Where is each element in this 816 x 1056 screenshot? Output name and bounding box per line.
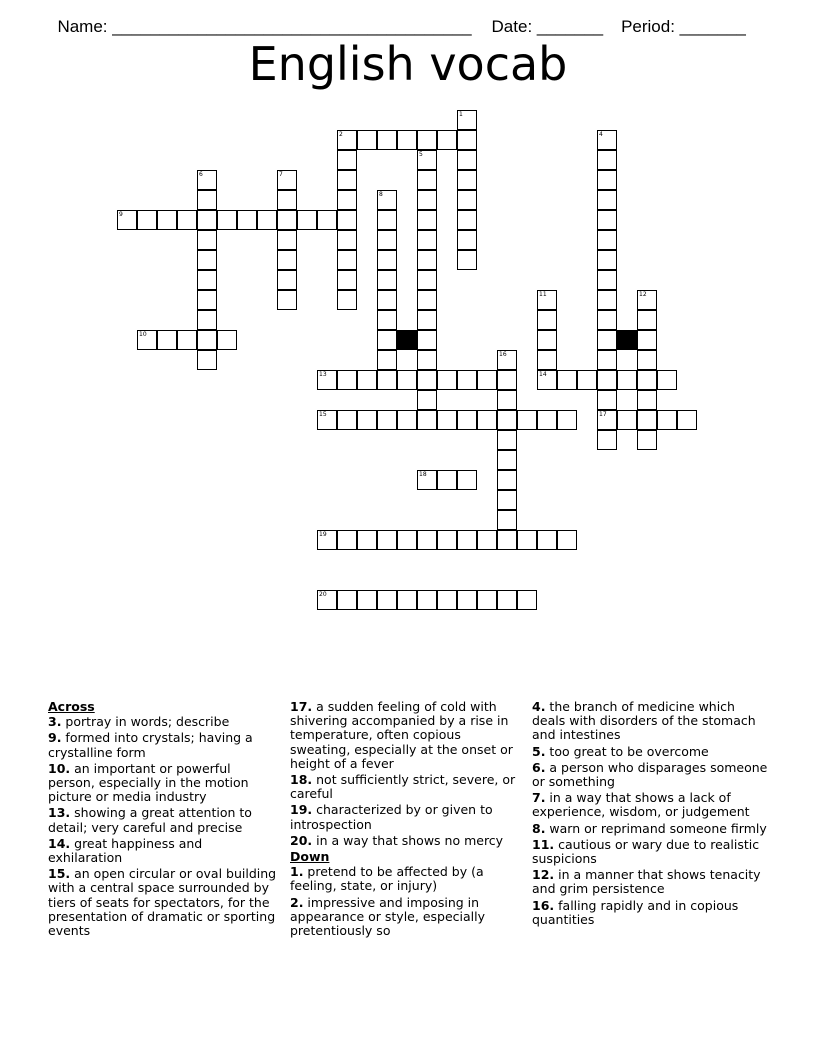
down-heading: Down	[290, 849, 330, 865]
grid-cell[interactable]	[457, 470, 477, 490]
grid-cell[interactable]	[417, 270, 437, 290]
grid-cell[interactable]	[377, 270, 397, 290]
grid-cell[interactable]	[457, 250, 477, 270]
grid-cell[interactable]	[497, 410, 517, 430]
black-square	[397, 330, 417, 350]
grid-cell[interactable]	[537, 330, 557, 350]
grid-cell[interactable]	[437, 590, 457, 610]
grid-cell[interactable]	[537, 350, 557, 370]
grid-cell[interactable]	[457, 590, 477, 610]
grid-cell[interactable]	[457, 230, 477, 250]
grid-cell[interactable]	[537, 530, 557, 550]
clue-number: 6	[199, 171, 203, 178]
grid-cell[interactable]	[497, 390, 517, 410]
clue-number: 19.	[290, 802, 313, 818]
across-clue	[290, 834, 522, 848]
clue-number: 7.	[532, 790, 546, 806]
grid-cell[interactable]	[357, 130, 377, 150]
grid-cell[interactable]	[377, 410, 397, 430]
grid-cell[interactable]	[457, 370, 477, 390]
clue-text: not sufficiently strict, severe, or careful	[290, 772, 516, 802]
down-clue	[532, 868, 772, 896]
grid-cell[interactable]	[357, 370, 377, 390]
grid-cell[interactable]	[337, 290, 357, 310]
clue-number: 16.	[532, 897, 555, 913]
clue-number: 15	[319, 411, 327, 418]
grid-cell[interactable]	[657, 370, 677, 390]
grid-cell[interactable]	[197, 170, 217, 190]
clue-number: 4	[599, 131, 603, 138]
grid-cell[interactable]	[637, 310, 657, 330]
clue-text: pretend to be affected by (a feeling, state, or injury)	[290, 864, 484, 894]
grid-cell[interactable]	[277, 210, 297, 230]
across-clue	[48, 762, 280, 805]
grid-cell[interactable]	[257, 210, 277, 230]
across-heading: Across	[48, 699, 95, 714]
clue-number: 15.	[48, 866, 71, 882]
down-clue	[532, 745, 772, 759]
clue-text: in a manner that shows tenacity and grim persistence	[532, 867, 761, 897]
grid-cell[interactable]	[577, 370, 597, 390]
grid-cell[interactable]	[377, 210, 397, 230]
grid-cell[interactable]	[277, 250, 297, 270]
grid-cell[interactable]	[417, 350, 437, 370]
grid-cell[interactable]	[557, 530, 577, 550]
clue-number: 14.	[48, 835, 71, 851]
clue-text: warn or reprimand someone firmly	[545, 820, 767, 836]
grid-cell[interactable]	[357, 530, 377, 550]
grid-cell[interactable]	[337, 170, 357, 190]
grid-cell[interactable]	[337, 210, 357, 230]
across-clue	[290, 803, 522, 831]
grid-cell[interactable]	[597, 310, 617, 330]
grid-cell[interactable]	[397, 370, 417, 390]
grid-cell[interactable]	[337, 410, 357, 430]
grid-cell[interactable]	[497, 470, 517, 490]
grid-cell[interactable]	[477, 370, 497, 390]
grid-cell[interactable]	[517, 530, 537, 550]
grid-cell[interactable]	[157, 210, 177, 230]
clue-number: 20.	[290, 832, 313, 848]
clue-number: 8.	[532, 820, 546, 836]
grid-cell[interactable]	[417, 470, 437, 490]
grid-cell[interactable]	[637, 370, 657, 390]
grid-cell[interactable]	[497, 370, 517, 390]
clue-number: 18.	[290, 772, 313, 788]
clue-number: 19	[319, 531, 327, 538]
clue-text: in a way that shows a lack of experience, wisdom, or judgement	[532, 790, 750, 820]
grid-cell[interactable]	[437, 410, 457, 430]
name-field-label[interactable]: Name: ______________________________________	[57, 17, 472, 36]
grid-cell[interactable]	[277, 170, 297, 190]
grid-cell[interactable]	[377, 370, 397, 390]
clue-text: great happiness and exhilaration	[48, 835, 203, 866]
grid-cell[interactable]	[137, 210, 157, 230]
grid-cell[interactable]	[117, 210, 137, 230]
clue-number: 8	[379, 191, 383, 198]
grid-cell[interactable]	[277, 190, 297, 210]
clue-number: 9	[119, 211, 123, 218]
clue-number: 17	[599, 411, 607, 418]
grid-cell[interactable]	[457, 410, 477, 430]
grid-cell[interactable]	[537, 370, 557, 390]
grid-cell[interactable]	[277, 290, 297, 310]
grid-cell[interactable]	[197, 190, 217, 210]
clues-column-2	[290, 700, 522, 940]
grid-cell[interactable]	[397, 130, 417, 150]
clue-text: falling rapidly and in copious quantities	[532, 897, 739, 927]
date-field-label[interactable]: Date: _______	[491, 17, 604, 36]
grid-cell[interactable]	[437, 530, 457, 550]
clue-number: 11	[539, 291, 547, 298]
clue-number: 13.	[48, 805, 71, 821]
black-square	[617, 330, 637, 350]
clue-text: an open circular or oval building with a central space surrounded by tiers of seats for spectators, for the presentation of dramatic or sporting events	[48, 866, 277, 939]
grid-cell[interactable]	[157, 330, 177, 350]
grid-cell[interactable]	[597, 330, 617, 350]
grid-cell[interactable]	[497, 510, 517, 530]
grid-cell[interactable]	[337, 230, 357, 250]
grid-cell[interactable]	[537, 290, 557, 310]
grid-cell[interactable]	[597, 430, 617, 450]
grid-cell[interactable]	[477, 590, 497, 610]
grid-cell[interactable]	[417, 190, 437, 210]
grid-cell[interactable]	[177, 210, 197, 230]
clue-number: 14	[539, 371, 547, 378]
grid-cell[interactable]	[517, 590, 537, 610]
grid-cell[interactable]	[377, 290, 397, 310]
grid-cell[interactable]	[437, 470, 457, 490]
clues-column-3	[532, 700, 772, 929]
grid-cell[interactable]	[597, 150, 617, 170]
grid-cell[interactable]	[457, 170, 477, 190]
grid-cell[interactable]	[637, 410, 657, 430]
grid-cell[interactable]	[457, 130, 477, 150]
across-clue	[48, 837, 280, 865]
grid-cell[interactable]	[317, 410, 337, 430]
clue-text: a sudden feeling of cold with shivering accompanied by a rise in temperature, often copious sweating, especially at the onset or height of a fever	[290, 699, 513, 771]
grid-cell[interactable]	[437, 130, 457, 150]
across-clue	[290, 700, 522, 771]
down-clue	[290, 896, 522, 939]
grid-cell[interactable]	[597, 230, 617, 250]
grid-cell[interactable]	[597, 410, 617, 430]
grid-cell[interactable]	[397, 410, 417, 430]
across-clue	[48, 715, 280, 729]
grid-cell[interactable]	[597, 390, 617, 410]
page-title: English vocab	[248, 37, 568, 91]
grid-cell[interactable]	[277, 230, 297, 250]
grid-cell[interactable]	[197, 270, 217, 290]
grid-cell[interactable]	[457, 210, 477, 230]
grid-cell[interactable]	[337, 590, 357, 610]
grid-cell[interactable]	[637, 330, 657, 350]
grid-cell[interactable]	[457, 150, 477, 170]
clue-number: 11.	[532, 836, 555, 852]
grid-cell[interactable]	[597, 130, 617, 150]
clue-text: cautious or wary due to realistic suspicions	[532, 836, 760, 867]
grid-cell[interactable]	[597, 270, 617, 290]
grid-cell[interactable]	[637, 290, 657, 310]
down-clue	[532, 700, 772, 743]
grid-cell[interactable]	[237, 210, 257, 230]
grid-cell[interactable]	[457, 190, 477, 210]
grid-cell[interactable]	[417, 370, 437, 390]
clue-number: 12	[639, 291, 647, 298]
grid-cell[interactable]	[377, 530, 397, 550]
grid-cell[interactable]	[277, 270, 297, 290]
grid-cell[interactable]	[377, 130, 397, 150]
grid-cell[interactable]	[417, 410, 437, 430]
grid-cell[interactable]	[437, 370, 457, 390]
grid-cell[interactable]	[557, 370, 577, 390]
clue-text: characterized by or given to introspection	[290, 802, 493, 832]
clue-number: 18	[419, 471, 427, 478]
clue-number: 1	[459, 111, 463, 118]
clue-text: the branch of medicine which deals with disorders of the stomach and intestines	[532, 699, 756, 743]
grid-cell[interactable]	[377, 230, 397, 250]
grid-cell[interactable]	[477, 410, 497, 430]
across-clue	[290, 773, 522, 801]
grid-cell[interactable]	[417, 230, 437, 250]
clue-number: 4.	[532, 699, 546, 714]
grid-cell[interactable]	[677, 410, 697, 430]
grid-cell[interactable]	[497, 350, 517, 370]
down-clue	[532, 838, 772, 866]
clue-number: 2	[339, 131, 343, 138]
grid-cell[interactable]	[537, 410, 557, 430]
grid-cell[interactable]	[337, 530, 357, 550]
clue-number: 16	[499, 351, 507, 358]
across-clue	[48, 731, 280, 759]
clue-number: 12.	[532, 867, 555, 883]
grid-cell[interactable]	[597, 190, 617, 210]
grid-cell[interactable]	[537, 310, 557, 330]
grid-cell[interactable]	[497, 590, 517, 610]
grid-cell[interactable]	[377, 350, 397, 370]
clue-number: 6.	[532, 759, 546, 775]
grid-cell[interactable]	[337, 250, 357, 270]
down-clue	[532, 822, 772, 836]
grid-cell[interactable]	[417, 330, 437, 350]
grid-cell[interactable]	[337, 270, 357, 290]
grid-cell[interactable]	[377, 590, 397, 610]
clue-number: 20	[319, 591, 327, 598]
grid-cell[interactable]	[317, 210, 337, 230]
grid-cell[interactable]	[297, 210, 317, 230]
down-clue	[532, 899, 772, 927]
grid-cell[interactable]	[377, 310, 397, 330]
clue-text: showing a great attention to detail; very careful and precise	[48, 805, 252, 835]
grid-cell[interactable]	[517, 410, 537, 430]
grid-cell[interactable]	[597, 290, 617, 310]
grid-cell[interactable]	[337, 370, 357, 390]
grid-cell[interactable]	[217, 210, 237, 230]
grid-cell[interactable]	[357, 590, 377, 610]
grid-cell[interactable]	[497, 490, 517, 510]
grid-cell[interactable]	[417, 170, 437, 190]
down-clue	[532, 761, 772, 789]
grid-cell[interactable]	[197, 350, 217, 370]
clue-number: 5	[419, 151, 423, 158]
grid-cell[interactable]	[397, 530, 417, 550]
clue-text: in a way that shows no mercy	[312, 832, 504, 848]
across-clue	[48, 867, 280, 938]
clue-number: 17.	[290, 699, 313, 714]
grid-cell[interactable]	[197, 230, 217, 250]
down-clue	[290, 865, 522, 893]
clue-text: a person who disparages someone or something	[532, 759, 768, 790]
grid-cell[interactable]	[217, 330, 237, 350]
clue-text: impressive and imposing in appearance or style, especially pretentiously so	[290, 894, 485, 939]
grid-cell[interactable]	[337, 130, 357, 150]
grid-cell[interactable]	[617, 370, 637, 390]
clues-column-1	[48, 700, 280, 940]
grid-cell[interactable]	[597, 210, 617, 230]
clue-number: 5.	[532, 743, 546, 759]
clue-number: 2.	[290, 894, 304, 910]
clue-number: 3.	[48, 714, 62, 730]
clue-number: 13	[319, 371, 327, 378]
grid-cell[interactable]	[397, 590, 417, 610]
grid-cell[interactable]	[177, 330, 197, 350]
grid-cell[interactable]	[317, 370, 337, 390]
grid-cell[interactable]	[197, 210, 217, 230]
grid-cell[interactable]	[197, 250, 217, 270]
grid-cell[interactable]	[457, 110, 477, 130]
clue-text: formed into crystals; having a crystalline form	[48, 730, 253, 760]
grid-cell[interactable]	[417, 150, 437, 170]
clue-number: 9.	[48, 730, 62, 746]
grid-cell[interactable]	[637, 430, 657, 450]
grid-cell[interactable]	[417, 130, 437, 150]
grid-cell[interactable]	[417, 590, 437, 610]
clue-number: 10	[139, 331, 147, 338]
period-field-label[interactable]: Period: _______	[621, 17, 746, 36]
clue-number: 7	[279, 171, 283, 178]
grid-cell[interactable]	[617, 410, 637, 430]
grid-cell[interactable]	[557, 410, 577, 430]
grid-cell[interactable]	[417, 390, 437, 410]
grid-cell[interactable]	[597, 170, 617, 190]
grid-cell[interactable]	[417, 210, 437, 230]
clue-number: 10.	[48, 760, 71, 776]
grid-cell[interactable]	[417, 530, 437, 550]
grid-cell[interactable]	[137, 330, 157, 350]
grid-cell[interactable]	[497, 450, 517, 470]
grid-cell[interactable]	[377, 250, 397, 270]
clue-number: 1.	[290, 864, 304, 880]
grid-cell[interactable]	[497, 430, 517, 450]
grid-cell[interactable]	[477, 530, 497, 550]
clue-text: portray in words; describe	[61, 714, 230, 730]
grid-cell[interactable]	[637, 350, 657, 370]
clue-text: an important or powerful person, especially in the motion picture or media industry	[48, 760, 249, 805]
clue-text: too great to be overcome	[545, 743, 709, 759]
grid-cell[interactable]	[357, 410, 377, 430]
grid-cell[interactable]	[597, 370, 617, 390]
grid-cell[interactable]	[417, 250, 437, 270]
grid-cell[interactable]	[597, 250, 617, 270]
grid-cell[interactable]	[417, 290, 437, 310]
grid-cell[interactable]	[197, 330, 217, 350]
grid-cell[interactable]	[337, 190, 357, 210]
grid-cell[interactable]	[637, 390, 657, 410]
grid-cell[interactable]	[377, 330, 397, 350]
grid-cell[interactable]	[317, 530, 337, 550]
grid-cell[interactable]	[317, 590, 337, 610]
grid-cell[interactable]	[197, 290, 217, 310]
grid-cell[interactable]	[657, 410, 677, 430]
grid-cell[interactable]	[197, 310, 217, 330]
down-clue	[532, 791, 772, 819]
grid-cell[interactable]	[337, 150, 357, 170]
grid-cell[interactable]	[497, 530, 517, 550]
across-clue	[48, 806, 280, 834]
grid-cell[interactable]	[377, 190, 397, 210]
grid-cell[interactable]	[597, 350, 617, 370]
grid-cell[interactable]	[457, 530, 477, 550]
grid-cell[interactable]	[417, 310, 437, 330]
